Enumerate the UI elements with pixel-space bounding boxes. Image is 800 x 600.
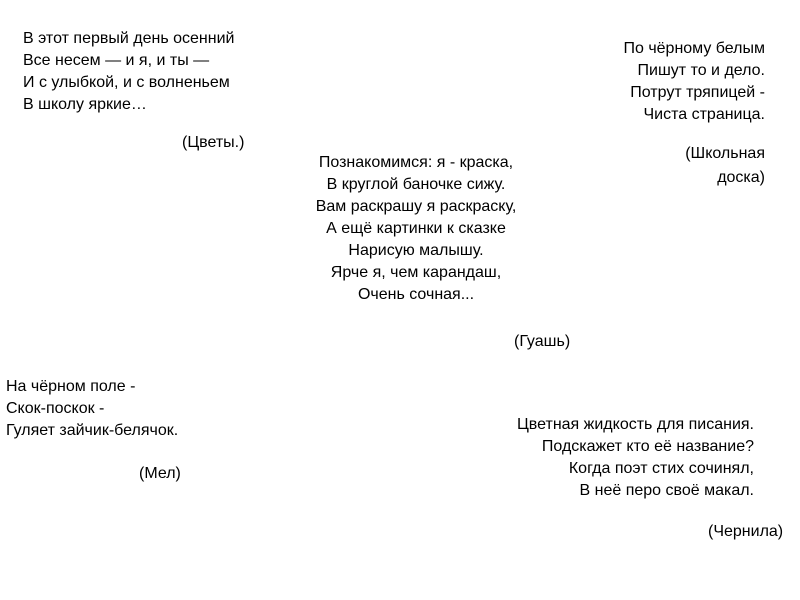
riddle-line: В круглой баночке сижу. [326,176,506,193]
riddle-gouache [286,152,546,306]
riddle-line: И с улыбкой, и с волненьем [23,74,230,91]
riddle-ink [517,414,754,502]
answer-flowers: (Цветы.) [182,134,245,151]
riddle-line: Все несем — и я, и ты — [23,52,210,69]
riddle-line: Ярче я, чем карандаш, [330,264,502,281]
answer-ink: (Чернила) [708,523,784,540]
riddle-line: А ещё картинки к сказке [326,220,506,237]
riddle-line: Цветная жидкость для писания. [516,416,754,433]
riddle-flowers [23,28,234,116]
riddle-line: По чёрному белым [623,40,765,57]
riddle-line: Гуляет зайчик-белячок. [6,422,179,439]
riddle-line: Нарисую малышу. [348,242,484,259]
riddle-line: В этот первый день осенний [23,30,235,47]
answer-chalk: (Мел) [139,465,181,482]
riddle-line: В неё перо своё макал. [579,482,754,499]
riddle-line: Скок-поскок - [6,400,105,417]
riddle-line: Пишут то и дело. [637,62,765,79]
riddle-line: Познакомимся: я - краска, [318,154,514,171]
riddle-line: Очень сочная... [357,286,475,303]
answer-gouache: (Гуашь) [514,333,571,350]
riddle-line: В школу яркие… [23,96,147,113]
riddle-line: Когда поэт стих сочинял, [568,460,754,477]
riddle-chalk [6,376,178,442]
riddle-line: Потрут тряпицей - [630,84,765,101]
riddle-line: На чёрном поле - [6,378,136,395]
riddle-school-board [623,38,765,126]
riddle-line: Подскажет кто её название? [541,438,754,455]
answer-school-board: (Школьная доска) [685,145,765,186]
riddle-line: Чиста страница. [643,106,765,123]
riddle-line: Вам раскрашу я раскраску, [315,198,517,215]
